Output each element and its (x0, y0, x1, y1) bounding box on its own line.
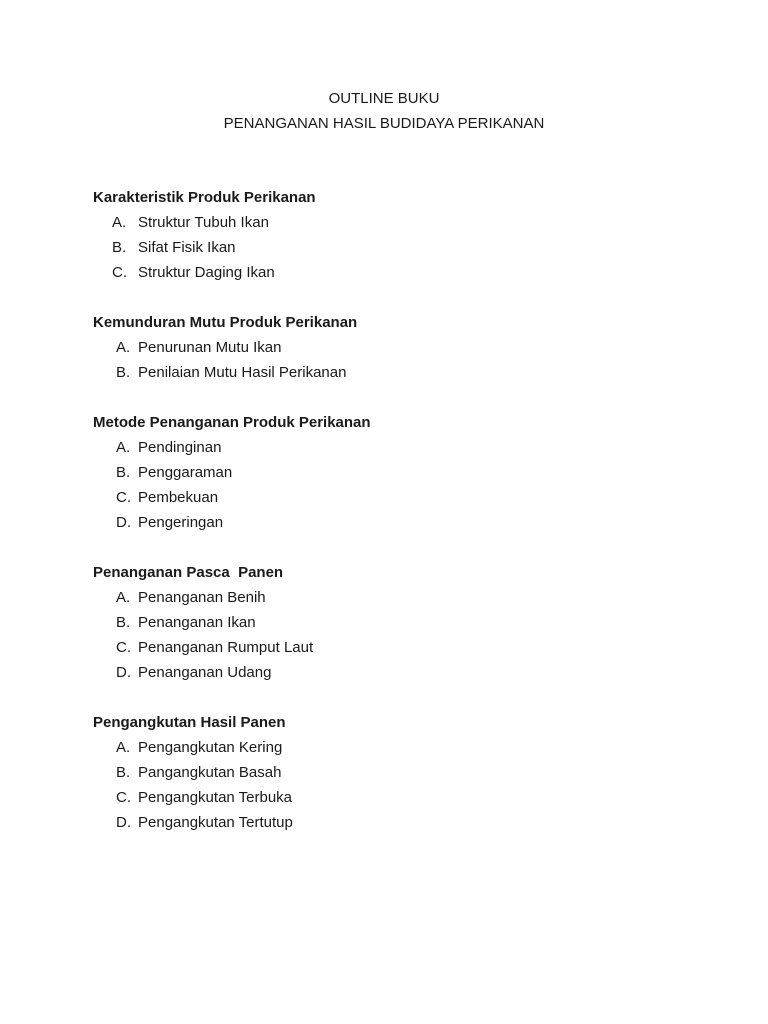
section-heading: Penanganan Pasca Panen (93, 564, 284, 581)
title-line-2: PENANGANAN HASIL BUDIDAYA PERIKANAN (223, 115, 545, 132)
list-item (93, 485, 693, 510)
item-text: Penilaian Mutu Hasil Perikanan (138, 364, 347, 381)
item-letter: B. (116, 364, 131, 381)
item-letter: A. (116, 589, 131, 606)
item-text: Penanganan Ikan (138, 614, 256, 631)
list-item (93, 810, 693, 835)
list-item (93, 785, 693, 810)
outline-section (93, 710, 693, 835)
title-line-1: OUTLINE BUKU (328, 90, 440, 107)
outline-section (93, 185, 693, 285)
list-item (93, 635, 693, 660)
item-letter: B. (112, 239, 127, 256)
section-heading: Pengangkutan Hasil Panen (93, 714, 286, 731)
item-letter: C. (112, 264, 127, 281)
list-item (93, 235, 693, 260)
item-text: Penanganan Rumput Laut (138, 639, 314, 656)
item-letter: D. (116, 814, 131, 831)
item-text: Pendinginan (138, 439, 222, 456)
item-text: Struktur Daging Ikan (138, 264, 275, 281)
item-letter: A. (112, 214, 127, 231)
item-letter: A. (116, 439, 131, 456)
item-text: Pengangkutan Terbuka (138, 789, 293, 806)
item-text: Pangangkutan Basah (138, 764, 282, 781)
item-text: Penanganan Udang (138, 664, 272, 681)
list-item (93, 260, 693, 285)
list-item (93, 610, 693, 635)
list-item (93, 760, 693, 785)
item-text: Sifat Fisik Ikan (138, 239, 236, 256)
list-item (93, 210, 693, 235)
list-item (93, 585, 693, 610)
list-item (93, 735, 693, 760)
item-text: Pengangkutan Tertutup (138, 814, 293, 831)
outline-section (93, 310, 693, 385)
item-letter: C. (116, 489, 131, 506)
item-letter: A. (116, 739, 131, 756)
outline-content (93, 185, 693, 860)
item-letter: B. (116, 464, 131, 481)
list-item (93, 460, 693, 485)
item-text: Pengeringan (138, 514, 224, 531)
item-letter: B. (116, 614, 131, 631)
item-letter: D. (116, 514, 131, 531)
item-text: Pengangkutan Kering (138, 739, 283, 756)
list-item (93, 510, 693, 535)
item-text: Pembekuan (138, 489, 219, 506)
item-letter: D. (116, 664, 131, 681)
section-heading: Metode Penanganan Produk Perikanan (93, 414, 371, 431)
item-text: Penurunan Mutu Ikan (138, 339, 282, 356)
section-heading: Kemunduran Mutu Produk Perikanan (93, 314, 358, 331)
item-letter: C. (116, 639, 131, 656)
document-title (0, 86, 768, 136)
outline-section (93, 560, 693, 685)
outline-section (93, 410, 693, 535)
item-letter: B. (116, 764, 131, 781)
item-letter: C. (116, 789, 131, 806)
list-item (93, 660, 693, 685)
list-item (93, 335, 693, 360)
item-text: Penggaraman (138, 464, 233, 481)
item-letter: A. (116, 339, 131, 356)
item-text: Penanganan Benih (138, 589, 266, 606)
list-item (93, 360, 693, 385)
item-text: Struktur Tubuh Ikan (138, 214, 269, 231)
section-heading: Karakteristik Produk Perikanan (93, 189, 316, 206)
list-item (93, 435, 693, 460)
